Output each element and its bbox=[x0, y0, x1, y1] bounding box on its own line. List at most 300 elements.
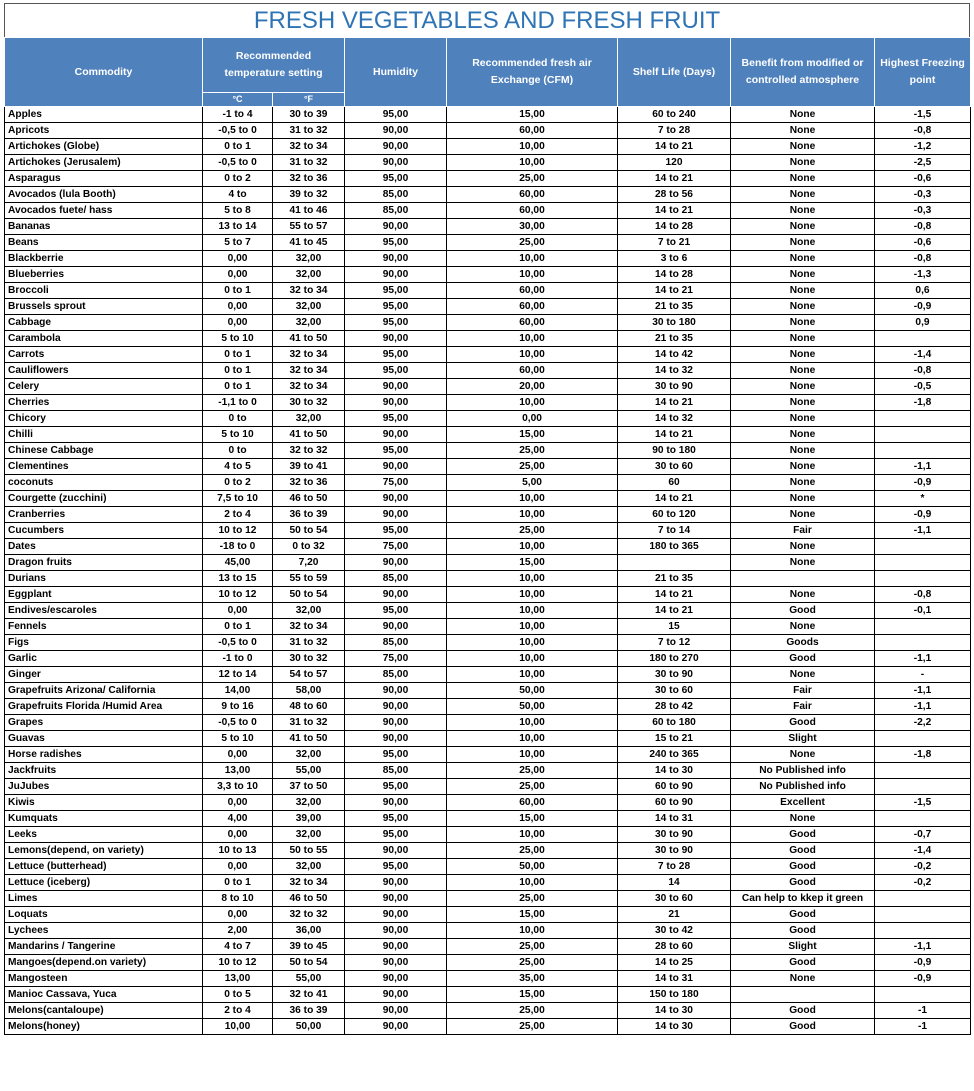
cell-benefit: Good bbox=[731, 875, 875, 891]
cell-celsius: 3,3 to 10 bbox=[203, 779, 273, 795]
cell-freezing-point bbox=[875, 891, 971, 907]
cell-shelf-life: 90 to 180 bbox=[618, 443, 731, 459]
cell-air-exchange: 10,00 bbox=[447, 267, 618, 283]
cell-benefit: None bbox=[731, 251, 875, 267]
cell-benefit: No Published info bbox=[731, 763, 875, 779]
cell-fahrenheit: 48 to 60 bbox=[273, 699, 345, 715]
cell-freezing-point: -1,4 bbox=[875, 347, 971, 363]
cell-humidity: 95,00 bbox=[345, 747, 447, 763]
cell-humidity: 90,00 bbox=[345, 507, 447, 523]
cell-air-exchange: 25,00 bbox=[447, 763, 618, 779]
cell-benefit: Fair bbox=[731, 699, 875, 715]
table-row bbox=[5, 299, 971, 315]
cell-humidity: 90,00 bbox=[345, 955, 447, 971]
cell-commodity: Grapefruits Florida /Humid Area bbox=[5, 699, 203, 715]
cell-air-exchange: 10,00 bbox=[447, 635, 618, 651]
cell-humidity: 90,00 bbox=[345, 155, 447, 171]
cell-shelf-life: 21 to 35 bbox=[618, 299, 731, 315]
cell-shelf-life: 14 to 21 bbox=[618, 395, 731, 411]
cell-humidity: 90,00 bbox=[345, 907, 447, 923]
cell-air-exchange: 60,00 bbox=[447, 315, 618, 331]
cell-shelf-life: 14 to 28 bbox=[618, 267, 731, 283]
cell-commodity: Melons(honey) bbox=[5, 1019, 203, 1035]
cell-fahrenheit: 50 to 55 bbox=[273, 843, 345, 859]
cell-benefit: Good bbox=[731, 827, 875, 843]
cell-celsius: 5 to 10 bbox=[203, 731, 273, 747]
cell-commodity: Limes bbox=[5, 891, 203, 907]
header-fahrenheit: °F bbox=[273, 93, 345, 107]
cell-air-exchange: 10,00 bbox=[447, 491, 618, 507]
cell-freezing-point: -1,1 bbox=[875, 699, 971, 715]
cell-fahrenheit: 36 to 39 bbox=[273, 1003, 345, 1019]
cell-fahrenheit: 50,00 bbox=[273, 1019, 345, 1035]
table-row bbox=[5, 235, 971, 251]
cell-benefit: Slight bbox=[731, 731, 875, 747]
table-row bbox=[5, 971, 971, 987]
cell-humidity: 75,00 bbox=[345, 651, 447, 667]
cell-freezing-point bbox=[875, 635, 971, 651]
cell-air-exchange: 5,00 bbox=[447, 475, 618, 491]
header-commodity: Commodity bbox=[5, 38, 203, 107]
cell-freezing-point bbox=[875, 427, 971, 443]
cell-freezing-point: -0,9 bbox=[875, 955, 971, 971]
cell-shelf-life: 14 to 32 bbox=[618, 411, 731, 427]
cell-commodity: Guavas bbox=[5, 731, 203, 747]
cell-shelf-life: 14 to 21 bbox=[618, 203, 731, 219]
cell-celsius: 0,00 bbox=[203, 251, 273, 267]
cell-freezing-point: -0,6 bbox=[875, 171, 971, 187]
table-row bbox=[5, 171, 971, 187]
cell-commodity: Chinese Cabbage bbox=[5, 443, 203, 459]
cell-benefit: None bbox=[731, 971, 875, 987]
table-row bbox=[5, 187, 971, 203]
cell-benefit: None bbox=[731, 395, 875, 411]
table-row bbox=[5, 667, 971, 683]
header-celsius: °C bbox=[203, 93, 273, 107]
cell-humidity: 95,00 bbox=[345, 235, 447, 251]
cell-air-exchange: 60,00 bbox=[447, 203, 618, 219]
cell-freezing-point: -0,8 bbox=[875, 251, 971, 267]
cell-freezing-point: -0,9 bbox=[875, 507, 971, 523]
cell-shelf-life: 60 to 240 bbox=[618, 107, 731, 123]
cell-shelf-life: 30 to 90 bbox=[618, 827, 731, 843]
cell-celsius: 0 to 2 bbox=[203, 171, 273, 187]
table-row bbox=[5, 811, 971, 827]
cell-shelf-life: 30 to 90 bbox=[618, 843, 731, 859]
cell-humidity: 90,00 bbox=[345, 491, 447, 507]
cell-benefit: None bbox=[731, 555, 875, 571]
cell-shelf-life: 240 to 365 bbox=[618, 747, 731, 763]
cell-fahrenheit: 32 to 34 bbox=[273, 875, 345, 891]
cell-humidity: 90,00 bbox=[345, 267, 447, 283]
cell-fahrenheit: 46 to 50 bbox=[273, 891, 345, 907]
cell-shelf-life: 7 to 28 bbox=[618, 859, 731, 875]
table-row bbox=[5, 635, 971, 651]
cell-humidity: 90,00 bbox=[345, 459, 447, 475]
cell-benefit: None bbox=[731, 219, 875, 235]
cell-fahrenheit: 32 to 34 bbox=[273, 283, 345, 299]
cell-commodity: Cauliflowers bbox=[5, 363, 203, 379]
cell-air-exchange: 35,00 bbox=[447, 971, 618, 987]
cell-shelf-life: 30 to 90 bbox=[618, 667, 731, 683]
cell-celsius: 2 to 4 bbox=[203, 507, 273, 523]
cell-shelf-life: 7 to 12 bbox=[618, 635, 731, 651]
cell-freezing-point: -1,1 bbox=[875, 523, 971, 539]
cell-commodity: Avocados (lula Booth) bbox=[5, 187, 203, 203]
cell-humidity: 75,00 bbox=[345, 539, 447, 555]
cell-shelf-life: 28 to 60 bbox=[618, 939, 731, 955]
cell-air-exchange: 10,00 bbox=[447, 251, 618, 267]
cell-freezing-point: -0,7 bbox=[875, 827, 971, 843]
cell-celsius: 5 to 8 bbox=[203, 203, 273, 219]
cell-shelf-life: 14 to 30 bbox=[618, 1003, 731, 1019]
cell-freezing-point: -2,2 bbox=[875, 715, 971, 731]
cell-benefit: None bbox=[731, 187, 875, 203]
cell-air-exchange: 60,00 bbox=[447, 283, 618, 299]
table-row bbox=[5, 555, 971, 571]
cell-air-exchange: 10,00 bbox=[447, 827, 618, 843]
cell-benefit: None bbox=[731, 411, 875, 427]
cell-shelf-life: 120 bbox=[618, 155, 731, 171]
header-benefit: Benefit from modified or controlled atmosphere bbox=[731, 38, 875, 107]
table-row bbox=[5, 587, 971, 603]
cell-benefit: None bbox=[731, 379, 875, 395]
cell-freezing-point: -0,9 bbox=[875, 299, 971, 315]
cell-celsius: 0,00 bbox=[203, 859, 273, 875]
cell-fahrenheit: 39 to 41 bbox=[273, 459, 345, 475]
cell-commodity: Artichokes (Globe) bbox=[5, 139, 203, 155]
header-freezing-point: Highest Freezing point bbox=[875, 38, 971, 107]
cell-humidity: 90,00 bbox=[345, 987, 447, 1003]
cell-air-exchange: 60,00 bbox=[447, 123, 618, 139]
cell-celsius: -1 to 0 bbox=[203, 651, 273, 667]
cell-shelf-life: 15 to 21 bbox=[618, 731, 731, 747]
cell-shelf-life: 7 to 14 bbox=[618, 523, 731, 539]
cell-fahrenheit: 50 to 54 bbox=[273, 587, 345, 603]
cell-celsius: 0,00 bbox=[203, 603, 273, 619]
cell-freezing-point: -0,9 bbox=[875, 475, 971, 491]
cell-freezing-point: * bbox=[875, 491, 971, 507]
cell-commodity: Mangoes(depend.on variety) bbox=[5, 955, 203, 971]
cell-shelf-life: 15 bbox=[618, 619, 731, 635]
cell-humidity: 85,00 bbox=[345, 667, 447, 683]
cell-celsius: 4 to 7 bbox=[203, 939, 273, 955]
cell-shelf-life: 14 to 21 bbox=[618, 283, 731, 299]
table-row bbox=[5, 651, 971, 667]
cell-air-exchange: 15,00 bbox=[447, 811, 618, 827]
cell-benefit bbox=[731, 987, 875, 1003]
table-row bbox=[5, 475, 971, 491]
header-humidity: Humidity bbox=[345, 38, 447, 107]
table-row bbox=[5, 395, 971, 411]
table-row bbox=[5, 715, 971, 731]
cell-humidity: 95,00 bbox=[345, 171, 447, 187]
cell-shelf-life: 30 to 90 bbox=[618, 379, 731, 395]
table-row bbox=[5, 843, 971, 859]
cell-air-exchange: 15,00 bbox=[447, 555, 618, 571]
cell-humidity: 95,00 bbox=[345, 283, 447, 299]
cell-humidity: 90,00 bbox=[345, 683, 447, 699]
table-row bbox=[5, 955, 971, 971]
cell-humidity: 90,00 bbox=[345, 875, 447, 891]
cell-fahrenheit: 32 to 41 bbox=[273, 987, 345, 1003]
cell-celsius: 0 to 1 bbox=[203, 139, 273, 155]
cell-fahrenheit: 32,00 bbox=[273, 267, 345, 283]
table-row bbox=[5, 987, 971, 1003]
cell-air-exchange: 60,00 bbox=[447, 363, 618, 379]
cell-humidity: 95,00 bbox=[345, 411, 447, 427]
header-shelf-life: Shelf Life (Days) bbox=[618, 38, 731, 107]
cell-celsius: 4,00 bbox=[203, 811, 273, 827]
cell-commodity: JuJubes bbox=[5, 779, 203, 795]
cell-commodity: Leeks bbox=[5, 827, 203, 843]
table-row bbox=[5, 859, 971, 875]
cell-humidity: 90,00 bbox=[345, 219, 447, 235]
cell-humidity: 90,00 bbox=[345, 139, 447, 155]
cell-shelf-life: 30 to 60 bbox=[618, 891, 731, 907]
table-row bbox=[5, 539, 971, 555]
table-row bbox=[5, 283, 971, 299]
cell-air-exchange: 60,00 bbox=[447, 187, 618, 203]
cell-benefit: Good bbox=[731, 603, 875, 619]
cell-benefit: None bbox=[731, 491, 875, 507]
cell-air-exchange: 60,00 bbox=[447, 795, 618, 811]
cell-benefit: None bbox=[731, 443, 875, 459]
cell-fahrenheit: 37 to 50 bbox=[273, 779, 345, 795]
cell-commodity: Lychees bbox=[5, 923, 203, 939]
cell-humidity: 90,00 bbox=[345, 891, 447, 907]
cell-commodity: Eggplant bbox=[5, 587, 203, 603]
cell-celsius: 0 to 1 bbox=[203, 347, 273, 363]
cell-air-exchange: 15,00 bbox=[447, 987, 618, 1003]
cell-freezing-point bbox=[875, 731, 971, 747]
cell-air-exchange: 10,00 bbox=[447, 651, 618, 667]
cell-fahrenheit: 39 to 45 bbox=[273, 939, 345, 955]
cell-freezing-point: -1,1 bbox=[875, 683, 971, 699]
cell-benefit: None bbox=[731, 107, 875, 123]
cell-air-exchange: 10,00 bbox=[447, 923, 618, 939]
cell-celsius: 14,00 bbox=[203, 683, 273, 699]
table-row bbox=[5, 923, 971, 939]
cell-freezing-point: 0,9 bbox=[875, 315, 971, 331]
cell-commodity: Cucumbers bbox=[5, 523, 203, 539]
cell-celsius: 0 to 1 bbox=[203, 283, 273, 299]
cell-humidity: 90,00 bbox=[345, 795, 447, 811]
cell-freezing-point bbox=[875, 571, 971, 587]
cell-commodity: Apricots bbox=[5, 123, 203, 139]
cell-freezing-point: -0,3 bbox=[875, 203, 971, 219]
cell-benefit: Good bbox=[731, 715, 875, 731]
cell-humidity: 90,00 bbox=[345, 1019, 447, 1035]
cell-fahrenheit: 41 to 46 bbox=[273, 203, 345, 219]
cell-air-exchange: 50,00 bbox=[447, 683, 618, 699]
cell-humidity: 95,00 bbox=[345, 107, 447, 123]
cell-fahrenheit: 32 to 34 bbox=[273, 347, 345, 363]
cell-celsius: 0,00 bbox=[203, 907, 273, 923]
cell-air-exchange: 25,00 bbox=[447, 843, 618, 859]
cell-celsius: 0 to bbox=[203, 443, 273, 459]
cell-shelf-life bbox=[618, 555, 731, 571]
cell-celsius: 12 to 14 bbox=[203, 667, 273, 683]
cell-celsius: 0,00 bbox=[203, 795, 273, 811]
cell-fahrenheit: 55 to 59 bbox=[273, 571, 345, 587]
cell-fahrenheit: 7,20 bbox=[273, 555, 345, 571]
cell-freezing-point: -0,8 bbox=[875, 219, 971, 235]
cell-shelf-life: 14 to 21 bbox=[618, 427, 731, 443]
cell-commodity: Blueberries bbox=[5, 267, 203, 283]
cell-fahrenheit: 30 to 32 bbox=[273, 651, 345, 667]
cell-celsius: -0,5 to 0 bbox=[203, 715, 273, 731]
cell-fahrenheit: 32,00 bbox=[273, 315, 345, 331]
cell-shelf-life: 28 to 56 bbox=[618, 187, 731, 203]
cell-air-exchange: 25,00 bbox=[447, 443, 618, 459]
cell-celsius: 4 to 5 bbox=[203, 459, 273, 475]
cell-freezing-point: -1,2 bbox=[875, 139, 971, 155]
cell-freezing-point bbox=[875, 987, 971, 1003]
cell-shelf-life: 30 to 60 bbox=[618, 683, 731, 699]
cell-celsius: 0 to 1 bbox=[203, 619, 273, 635]
cell-benefit: None bbox=[731, 171, 875, 187]
cell-fahrenheit: 39 to 32 bbox=[273, 187, 345, 203]
table-row bbox=[5, 331, 971, 347]
cell-benefit: None bbox=[731, 507, 875, 523]
cell-benefit: Can help to kkep it green bbox=[731, 891, 875, 907]
cell-freezing-point bbox=[875, 331, 971, 347]
cell-benefit: None bbox=[731, 331, 875, 347]
cell-shelf-life: 14 to 42 bbox=[618, 347, 731, 363]
cell-commodity: Clementines bbox=[5, 459, 203, 475]
cell-celsius: 0 to 1 bbox=[203, 379, 273, 395]
cell-air-exchange: 10,00 bbox=[447, 155, 618, 171]
cell-freezing-point bbox=[875, 811, 971, 827]
cell-benefit: None bbox=[731, 283, 875, 299]
cell-celsius: 0,00 bbox=[203, 299, 273, 315]
cell-celsius: -1 to 4 bbox=[203, 107, 273, 123]
table-row bbox=[5, 107, 971, 123]
table-row bbox=[5, 411, 971, 427]
cell-commodity: Mandarins / Tangerine bbox=[5, 939, 203, 955]
cell-fahrenheit: 50 to 54 bbox=[273, 955, 345, 971]
cell-benefit: Good bbox=[731, 1003, 875, 1019]
cell-celsius: 10 to 12 bbox=[203, 955, 273, 971]
cell-freezing-point: -0,2 bbox=[875, 875, 971, 891]
cell-shelf-life: 60 to 180 bbox=[618, 715, 731, 731]
cell-benefit: None bbox=[731, 139, 875, 155]
cell-humidity: 90,00 bbox=[345, 699, 447, 715]
cell-fahrenheit: 32,00 bbox=[273, 603, 345, 619]
cell-benefit: None bbox=[731, 123, 875, 139]
cell-freezing-point bbox=[875, 763, 971, 779]
cell-air-exchange: 50,00 bbox=[447, 699, 618, 715]
commodity-table bbox=[4, 37, 971, 1035]
cell-commodity: Endives/escaroles bbox=[5, 603, 203, 619]
cell-commodity: Asparagus bbox=[5, 171, 203, 187]
cell-celsius: -1,1 to 0 bbox=[203, 395, 273, 411]
cell-air-exchange: 10,00 bbox=[447, 667, 618, 683]
cell-air-exchange: 10,00 bbox=[447, 395, 618, 411]
table-row bbox=[5, 827, 971, 843]
cell-shelf-life: 3 to 6 bbox=[618, 251, 731, 267]
cell-humidity: 95,00 bbox=[345, 347, 447, 363]
cell-freezing-point: -0,1 bbox=[875, 603, 971, 619]
cell-fahrenheit: 31 to 32 bbox=[273, 123, 345, 139]
cell-benefit: None bbox=[731, 155, 875, 171]
cell-celsius: -0,5 to 0 bbox=[203, 155, 273, 171]
cell-air-exchange: 10,00 bbox=[447, 331, 618, 347]
cell-shelf-life: 14 to 28 bbox=[618, 219, 731, 235]
cell-fahrenheit: 32,00 bbox=[273, 827, 345, 843]
cell-commodity: Kumquats bbox=[5, 811, 203, 827]
cell-freezing-point: 0,6 bbox=[875, 283, 971, 299]
cell-benefit: None bbox=[731, 475, 875, 491]
cell-celsius: 5 to 10 bbox=[203, 331, 273, 347]
cell-air-exchange: 10,00 bbox=[447, 571, 618, 587]
table-row bbox=[5, 315, 971, 331]
cell-fahrenheit: 32,00 bbox=[273, 411, 345, 427]
cell-air-exchange: 10,00 bbox=[447, 539, 618, 555]
cell-benefit: None bbox=[731, 667, 875, 683]
cell-shelf-life: 60 to 90 bbox=[618, 779, 731, 795]
table-row bbox=[5, 1003, 971, 1019]
cell-freezing-point bbox=[875, 539, 971, 555]
cell-humidity: 95,00 bbox=[345, 827, 447, 843]
cell-benefit: No Published info bbox=[731, 779, 875, 795]
cell-freezing-point: -1,5 bbox=[875, 795, 971, 811]
cell-shelf-life: 21 bbox=[618, 907, 731, 923]
cell-benefit: Goods bbox=[731, 635, 875, 651]
cell-shelf-life: 14 to 21 bbox=[618, 139, 731, 155]
cell-air-exchange: 10,00 bbox=[447, 731, 618, 747]
cell-humidity: 90,00 bbox=[345, 619, 447, 635]
cell-benefit: Good bbox=[731, 651, 875, 667]
cell-humidity: 90,00 bbox=[345, 251, 447, 267]
cell-humidity: 95,00 bbox=[345, 811, 447, 827]
table-row bbox=[5, 1019, 971, 1035]
cell-benefit: Good bbox=[731, 1019, 875, 1035]
cell-freezing-point: -0,2 bbox=[875, 859, 971, 875]
cell-celsius: 0,00 bbox=[203, 267, 273, 283]
cell-benefit: None bbox=[731, 427, 875, 443]
cell-celsius: 0 to 1 bbox=[203, 363, 273, 379]
cell-fahrenheit: 31 to 32 bbox=[273, 155, 345, 171]
cell-celsius: 13,00 bbox=[203, 763, 273, 779]
table-row bbox=[5, 683, 971, 699]
cell-shelf-life: 14 to 30 bbox=[618, 1019, 731, 1035]
cell-shelf-life: 7 to 28 bbox=[618, 123, 731, 139]
cell-humidity: 90,00 bbox=[345, 923, 447, 939]
cell-commodity: Lettuce (butterhead) bbox=[5, 859, 203, 875]
cell-fahrenheit: 54 to 57 bbox=[273, 667, 345, 683]
cell-fahrenheit: 30 to 32 bbox=[273, 395, 345, 411]
table-row bbox=[5, 907, 971, 923]
cell-benefit: None bbox=[731, 539, 875, 555]
cell-fahrenheit: 32 to 32 bbox=[273, 907, 345, 923]
cell-shelf-life: 180 to 270 bbox=[618, 651, 731, 667]
cell-air-exchange: 25,00 bbox=[447, 1003, 618, 1019]
header-temperature: Recommended temperature setting bbox=[203, 38, 345, 93]
cell-benefit: None bbox=[731, 747, 875, 763]
cell-celsius: 0,00 bbox=[203, 747, 273, 763]
cell-commodity: Jackfruits bbox=[5, 763, 203, 779]
cell-humidity: 90,00 bbox=[345, 331, 447, 347]
cell-air-exchange: 10,00 bbox=[447, 587, 618, 603]
cell-commodity: Broccoli bbox=[5, 283, 203, 299]
cell-air-exchange: 15,00 bbox=[447, 907, 618, 923]
cell-celsius: 7,5 to 10 bbox=[203, 491, 273, 507]
cell-celsius: 0 to 1 bbox=[203, 875, 273, 891]
cell-celsius: 13 to 14 bbox=[203, 219, 273, 235]
cell-benefit: Good bbox=[731, 907, 875, 923]
